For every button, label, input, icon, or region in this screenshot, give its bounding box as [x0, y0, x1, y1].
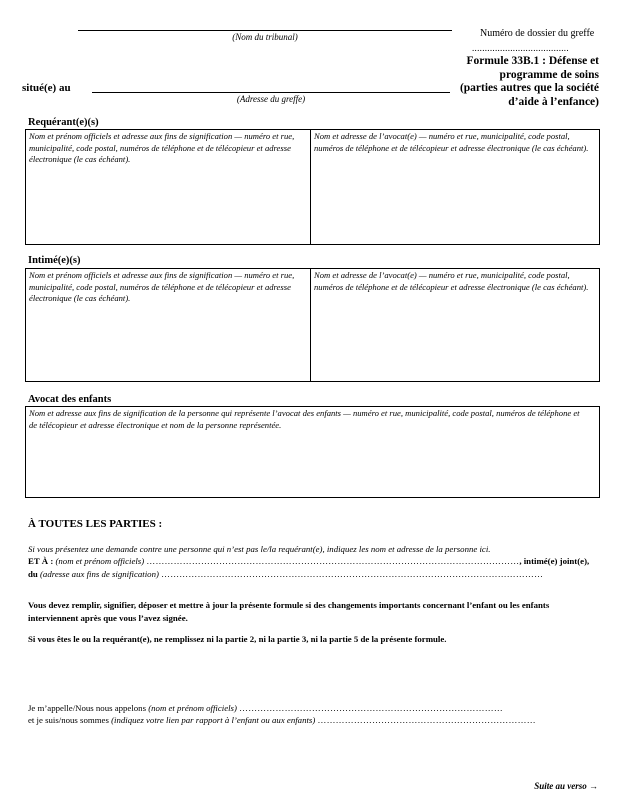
declarant-relationship-hint: (indiquez votre lien par rapport à l’enfant ou aux enfants)	[111, 715, 316, 725]
declarant-relationship-field[interactable]: ………………………………………………………………	[317, 715, 536, 725]
form-title-line-4: d’aide à l’enfance)	[508, 95, 599, 108]
file-number-field[interactable]: ......................................	[472, 43, 569, 53]
all-parties-instruction: Si vous présentez une demande contre une personne qui n’est pas le/la requérant(e), indiquez les nom et adresse de la personne ici.	[28, 544, 491, 554]
applicants-box	[25, 129, 600, 245]
notice-complete-form: Vous devez remplir, signifier, déposer et mettre à jour la présente formule si des changements importants concernant l’enfant ou les enfants interviennent après que vous l’avez signée.	[28, 600, 550, 623]
children-lawyer-box	[25, 406, 600, 498]
continue-overleaf: Suite au verso →	[534, 781, 598, 791]
court-name-line[interactable]	[78, 30, 452, 31]
joined-respondent-name-field[interactable]: ……………………………………………………………………………………………………………	[146, 556, 520, 566]
of-label: du	[28, 569, 38, 579]
file-number-label: Numéro de dossier du greffe	[480, 28, 595, 39]
service-address-line	[28, 569, 603, 579]
court-address-line[interactable]	[92, 92, 450, 93]
form-title	[460, 55, 599, 109]
respondent-name-address-field[interactable]: Nom et prénom officiels et adresse aux fins de signification — numéro et rue, municipalité, code postal, numéros de téléphone et de télécopieur et adresse électronique (le cas échéant).	[26, 269, 311, 381]
applicants-heading: Requérant(e)(s)	[28, 117, 99, 128]
respondents-heading: Intimé(e)(s)	[28, 255, 81, 266]
of-hint: (adresse aux fins de signification)	[40, 569, 159, 579]
notice-applicant-parts: Si vous êtes le ou la requérant(e), ne remplissez ni la partie 2, ni la partie 3, ni la partie 5 de la présente formule.	[28, 634, 447, 644]
and-to-label: ET À :	[28, 556, 54, 566]
and-to-hint: (nom et prénom officiels)	[55, 556, 145, 566]
form-title-line-1: Formule 33B.1 : Défense et	[466, 55, 599, 67]
declarant-name-field[interactable]: ……………………………………………………………………………	[239, 703, 503, 713]
joined-respondent-suffix: , intimé(e) joint(e),	[519, 556, 590, 566]
respondents-box	[25, 268, 600, 382]
form-title-line-2: programme de soins	[499, 68, 599, 81]
declarant-relationship-label: et je suis/nous sommes	[28, 715, 109, 725]
court-name-caption: (Nom du tribunal)	[232, 32, 298, 42]
court-address-caption: (Adresse du greffe)	[236, 94, 306, 104]
children-lawyer-field[interactable]: Nom et adresse aux fins de signification de la personne qui représente l’avocat des enfants — numéro et rue, municipalité, code postal, numéros de téléphone et de télécopieur et adresse électronique et nom de la personne représentée.	[29, 408, 580, 430]
applicant-lawyer-field[interactable]: Nom et adresse de l’avocat(e) — numéro et rue, municipalité, code postal, numéros de téléphone et de télécopieur et adresse électronique (le cas échéant).	[314, 131, 589, 153]
respondent-lawyer-field[interactable]: Nom et adresse de l’avocat(e) — numéro et rue, municipalité, code postal, numéros de téléphone et de télécopieur et adresse électronique (le cas échéant).	[314, 270, 589, 292]
applicant-name-address-field[interactable]: Nom et prénom officiels et adresse aux fins de signification — numéro et rue, municipalité, code postal, numéros de téléphone et de télécopieur et adresse électronique (le cas échéant).	[26, 130, 311, 244]
declarant-relationship-line	[28, 715, 603, 725]
joined-respondent-line	[28, 556, 603, 566]
declarant-name-label: Je m’appelle/Nous nous appelons	[28, 703, 147, 713]
service-address-field[interactable]: ………………………………………………………………………………………………………………	[161, 569, 544, 579]
declarant-name-line	[28, 703, 603, 713]
children-lawyer-heading: Avocat des enfants	[28, 394, 112, 405]
declarant-name-hint: (nom et prénom officiels)	[148, 703, 237, 713]
location-label: situé(e) au	[22, 82, 71, 94]
all-parties-heading: À TOUTES LES PARTIES :	[28, 518, 163, 530]
form-title-line-3: (parties autres que la société	[459, 82, 599, 94]
